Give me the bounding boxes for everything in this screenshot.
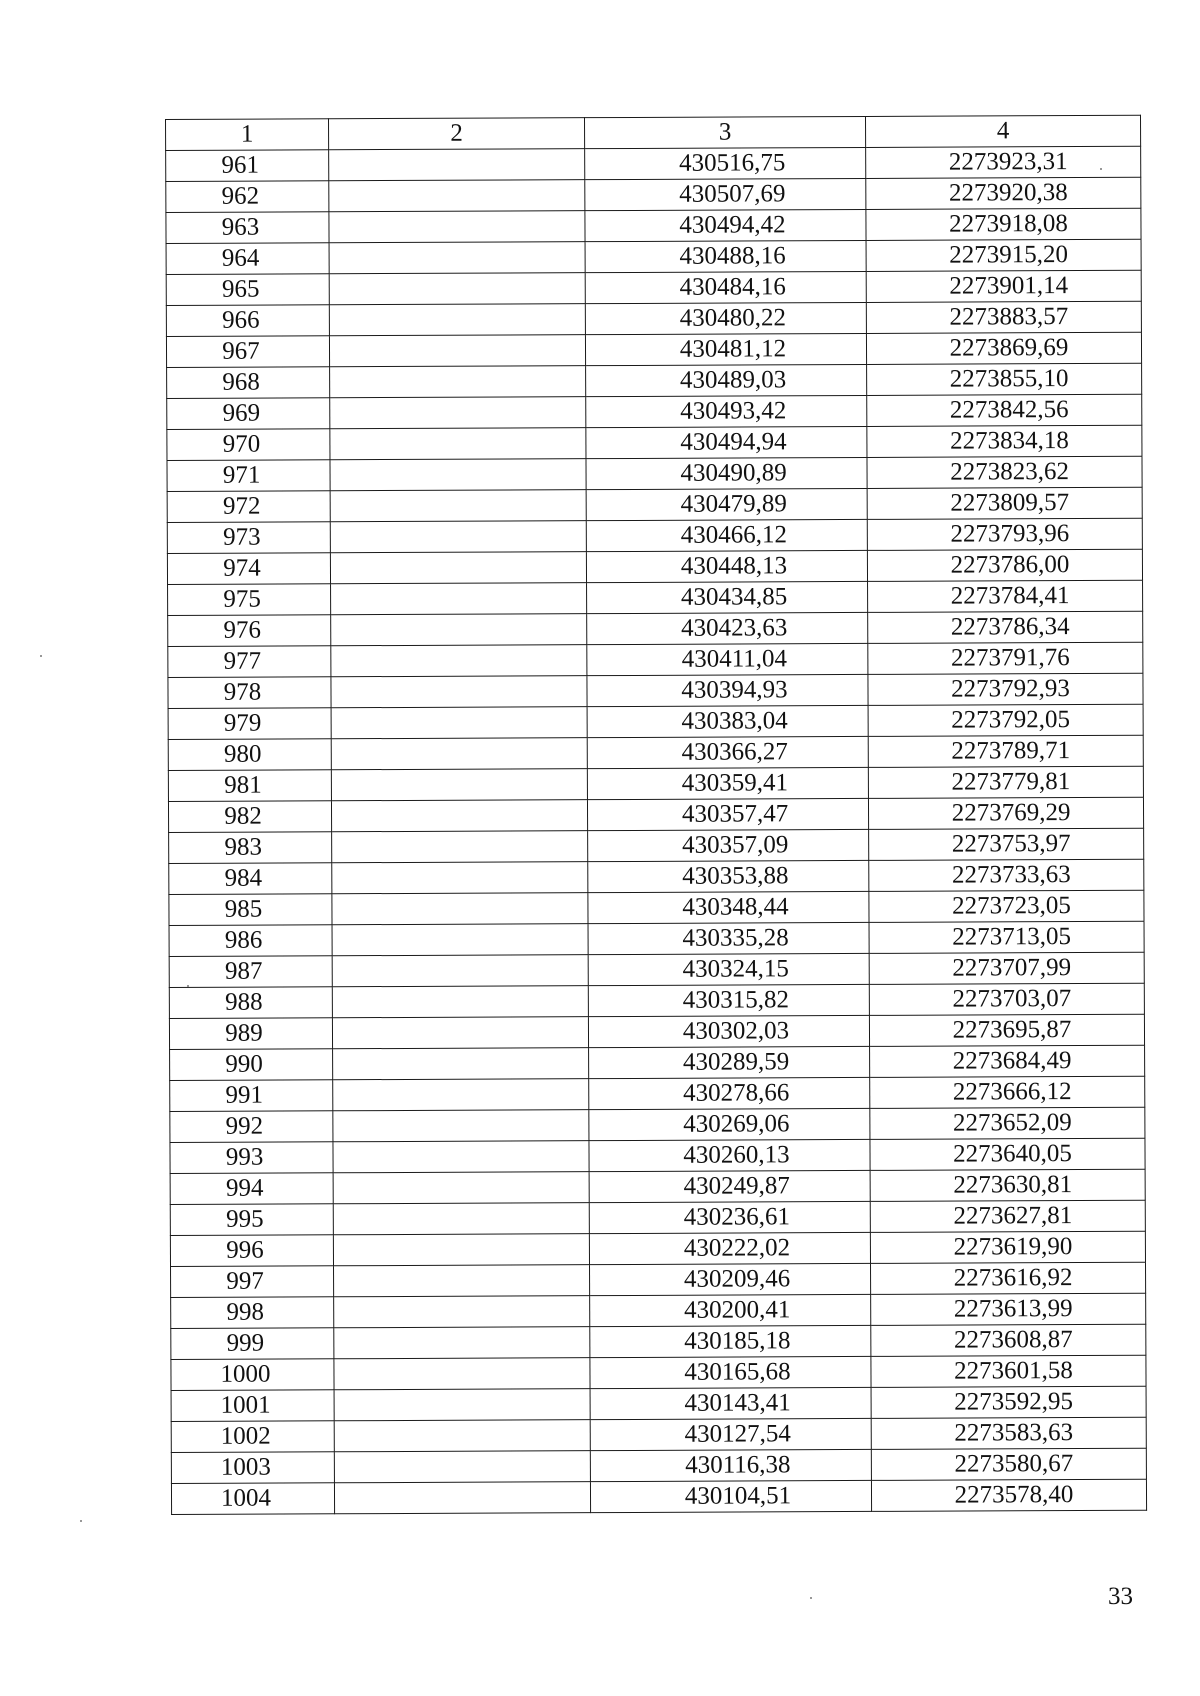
x-coordinate-cell: 430185,18 — [590, 1325, 871, 1357]
y-coordinate-cell: 2273792,05 — [868, 704, 1143, 736]
y-coordinate-cell: 2273695,87 — [869, 1014, 1144, 1046]
scan-speck — [80, 1520, 82, 1522]
name-cell — [331, 645, 587, 677]
name-cell — [334, 1482, 590, 1514]
point-number-cell: 978 — [168, 677, 331, 709]
point-number-cell: 984 — [169, 863, 332, 895]
table-row — [169, 890, 1144, 925]
y-coordinate-cell: 2273627,81 — [870, 1200, 1145, 1232]
x-coordinate-cell: 430494,42 — [585, 209, 866, 241]
scan-speck — [1100, 168, 1102, 170]
y-coordinate-cell: 2273901,14 — [866, 270, 1141, 302]
point-number-cell: 1004 — [171, 1483, 334, 1515]
name-cell — [334, 1265, 590, 1297]
x-coordinate-cell: 430493,42 — [586, 395, 867, 427]
table-row — [166, 301, 1141, 336]
name-cell — [331, 583, 587, 615]
name-cell — [333, 1203, 589, 1235]
y-coordinate-cell: 2273578,40 — [871, 1479, 1146, 1511]
table-row — [167, 394, 1142, 429]
table-row — [168, 642, 1143, 677]
y-coordinate-cell: 2273809,57 — [867, 487, 1142, 519]
point-number-cell: 974 — [167, 553, 330, 585]
x-coordinate-cell: 430489,03 — [586, 364, 867, 396]
y-coordinate-cell: 2273608,87 — [871, 1324, 1146, 1356]
y-coordinate-cell: 2273834,18 — [867, 425, 1142, 457]
name-cell — [334, 1296, 590, 1328]
y-coordinate-cell: 2273842,56 — [867, 394, 1142, 426]
y-coordinate-cell: 2273703,07 — [869, 983, 1144, 1015]
y-coordinate-cell: 2273779,81 — [868, 766, 1143, 798]
point-number-cell: 1003 — [171, 1452, 334, 1484]
point-number-cell: 988 — [169, 987, 332, 1019]
y-coordinate-cell: 2273580,67 — [871, 1448, 1146, 1480]
table-row — [168, 735, 1143, 770]
x-coordinate-cell: 430260,13 — [589, 1139, 870, 1171]
table-row — [166, 177, 1141, 212]
point-number-cell: 962 — [166, 181, 329, 213]
table-row — [168, 580, 1143, 615]
x-coordinate-cell: 430423,63 — [587, 612, 868, 644]
scan-speck — [810, 1597, 812, 1599]
point-number-cell: 983 — [169, 832, 332, 864]
y-coordinate-cell: 2273923,31 — [866, 146, 1141, 178]
point-number-cell: 986 — [169, 925, 332, 957]
point-number-cell: 994 — [170, 1173, 333, 1205]
y-coordinate-cell: 2273793,96 — [867, 518, 1142, 550]
table-row — [170, 1045, 1145, 1080]
point-number-cell: 980 — [168, 739, 331, 771]
name-cell — [332, 831, 588, 863]
page-number: 33 — [1108, 1583, 1133, 1610]
y-coordinate-cell: 2273684,49 — [870, 1045, 1145, 1077]
table-row — [168, 797, 1143, 832]
table-row — [170, 1169, 1145, 1204]
name-cell — [332, 893, 588, 925]
name-cell — [329, 335, 585, 367]
name-cell — [333, 1110, 589, 1142]
point-number-cell: 982 — [168, 801, 331, 833]
y-coordinate-cell: 2273583,63 — [871, 1417, 1146, 1449]
x-coordinate-cell: 430222,02 — [589, 1232, 870, 1264]
y-coordinate-cell: 2273601,58 — [871, 1355, 1146, 1387]
name-cell — [332, 955, 588, 987]
point-number-cell: 972 — [167, 491, 330, 523]
point-number-cell: 992 — [170, 1111, 333, 1143]
table-row — [170, 1076, 1145, 1111]
y-coordinate-cell: 2273883,57 — [866, 301, 1141, 333]
x-coordinate-cell: 430143,41 — [590, 1387, 871, 1419]
name-cell — [331, 769, 587, 801]
table-row — [166, 332, 1141, 367]
x-coordinate-cell: 430516,75 — [585, 147, 866, 179]
x-coordinate-cell: 430434,85 — [587, 581, 868, 613]
point-number-cell: 981 — [168, 770, 331, 802]
table-row — [170, 1107, 1145, 1142]
y-coordinate-cell: 2273713,05 — [869, 921, 1144, 953]
point-number-cell: 999 — [171, 1328, 334, 1360]
x-coordinate-cell: 430335,28 — [588, 922, 869, 954]
point-number-cell: 997 — [171, 1266, 334, 1298]
y-coordinate-cell: 2273753,97 — [869, 828, 1144, 860]
name-cell — [330, 428, 586, 460]
point-number-cell: 967 — [166, 336, 329, 368]
y-coordinate-cell: 2273733,63 — [869, 859, 1144, 891]
name-cell — [329, 149, 585, 181]
x-coordinate-cell: 430165,68 — [590, 1356, 871, 1388]
x-coordinate-cell: 430488,16 — [585, 240, 866, 272]
table-row — [167, 549, 1142, 584]
table-row — [168, 611, 1143, 646]
name-cell — [334, 1451, 590, 1483]
point-number-cell: 985 — [169, 894, 332, 926]
x-coordinate-cell: 430315,82 — [588, 984, 869, 1016]
name-cell — [330, 552, 586, 584]
table-row — [166, 270, 1141, 305]
name-cell — [330, 521, 586, 553]
point-number-cell: 979 — [168, 708, 331, 740]
x-coordinate-cell: 430479,89 — [586, 488, 867, 520]
point-number-cell: 989 — [169, 1018, 332, 1050]
point-number-cell: 1002 — [171, 1421, 334, 1453]
x-coordinate-cell: 430278,66 — [589, 1077, 870, 1109]
point-number-cell: 1001 — [171, 1390, 334, 1422]
y-coordinate-cell: 2273789,71 — [868, 735, 1143, 767]
x-coordinate-cell: 430494,94 — [586, 426, 867, 458]
name-cell — [329, 242, 585, 274]
point-number-cell: 969 — [167, 398, 330, 430]
name-cell — [333, 1172, 589, 1204]
table-row — [167, 456, 1142, 491]
scan-speck — [187, 985, 189, 987]
table-row — [171, 1262, 1146, 1297]
name-cell — [329, 211, 585, 243]
table-row — [171, 1448, 1146, 1483]
name-cell — [329, 180, 585, 212]
column-header-2: 2 — [329, 118, 585, 150]
point-number-cell: 965 — [166, 274, 329, 306]
table-row — [171, 1324, 1146, 1359]
name-cell — [332, 862, 588, 894]
y-coordinate-cell: 2273915,20 — [866, 239, 1141, 271]
y-coordinate-cell: 2273723,05 — [869, 890, 1144, 922]
table-row — [169, 828, 1144, 863]
x-coordinate-cell: 430359,41 — [587, 767, 868, 799]
x-coordinate-cell: 430269,06 — [589, 1108, 870, 1140]
y-coordinate-cell: 2273792,93 — [868, 673, 1143, 705]
point-number-cell: 993 — [170, 1142, 333, 1174]
y-coordinate-cell: 2273791,76 — [868, 642, 1143, 674]
x-coordinate-cell: 430289,59 — [589, 1046, 870, 1078]
x-coordinate-cell: 430200,41 — [590, 1294, 871, 1326]
scan-speck — [40, 655, 42, 657]
name-cell — [333, 1079, 589, 1111]
x-coordinate-cell: 430484,16 — [585, 271, 866, 303]
y-coordinate-cell: 2273666,12 — [870, 1076, 1145, 1108]
table-row — [166, 146, 1141, 181]
table-row — [169, 952, 1144, 987]
x-coordinate-cell: 430324,15 — [588, 953, 869, 985]
point-number-cell: 977 — [168, 646, 331, 678]
table-row — [170, 1200, 1145, 1235]
point-number-cell: 995 — [170, 1204, 333, 1236]
name-cell — [330, 490, 586, 522]
point-number-cell: 971 — [167, 460, 330, 492]
y-coordinate-cell: 2273616,92 — [871, 1262, 1146, 1294]
name-cell — [334, 1389, 590, 1421]
x-coordinate-cell: 430481,12 — [585, 333, 866, 365]
x-coordinate-cell: 430357,47 — [587, 798, 868, 830]
y-coordinate-cell: 2273630,81 — [870, 1169, 1145, 1201]
table-row — [171, 1386, 1146, 1421]
coordinates-table — [165, 115, 1147, 1515]
table-row — [170, 1138, 1145, 1173]
name-cell — [330, 397, 586, 429]
y-coordinate-cell: 2273823,62 — [867, 456, 1142, 488]
point-number-cell: 961 — [166, 150, 329, 182]
name-cell — [332, 986, 588, 1018]
table-row — [166, 239, 1141, 274]
y-coordinate-cell: 2273786,34 — [868, 611, 1143, 643]
point-number-cell: 990 — [170, 1049, 333, 1081]
y-coordinate-cell: 2273640,05 — [870, 1138, 1145, 1170]
point-number-cell: 976 — [168, 615, 331, 647]
table-row — [169, 1014, 1144, 1049]
point-number-cell: 970 — [167, 429, 330, 461]
name-cell — [331, 614, 587, 646]
name-cell — [329, 304, 585, 336]
x-coordinate-cell: 430366,27 — [587, 736, 868, 768]
table-row — [170, 1231, 1145, 1266]
x-coordinate-cell: 430507,69 — [585, 178, 866, 210]
table-row — [171, 1417, 1146, 1452]
point-number-cell: 1000 — [171, 1359, 334, 1391]
x-coordinate-cell: 430249,87 — [589, 1170, 870, 1202]
x-coordinate-cell: 430348,44 — [588, 891, 869, 923]
name-cell — [329, 273, 585, 305]
table-row — [169, 921, 1144, 956]
x-coordinate-cell: 430490,89 — [586, 457, 867, 489]
table-header-row — [166, 115, 1141, 150]
name-cell — [330, 459, 586, 491]
point-number-cell: 973 — [167, 522, 330, 554]
y-coordinate-cell: 2273784,41 — [868, 580, 1143, 612]
x-coordinate-cell: 430302,03 — [588, 1015, 869, 1047]
y-coordinate-cell: 2273707,99 — [869, 952, 1144, 984]
point-number-cell: 991 — [170, 1080, 333, 1112]
x-coordinate-cell: 430383,04 — [587, 705, 868, 737]
table-row — [167, 425, 1142, 460]
table-row — [171, 1479, 1146, 1514]
x-coordinate-cell: 430209,46 — [590, 1263, 871, 1295]
name-cell — [333, 1141, 589, 1173]
x-coordinate-cell: 430353,88 — [588, 860, 869, 892]
y-coordinate-cell: 2273855,10 — [867, 363, 1142, 395]
name-cell — [332, 924, 588, 956]
point-number-cell: 996 — [170, 1235, 333, 1267]
table-row — [168, 766, 1143, 801]
x-coordinate-cell: 430411,04 — [587, 643, 868, 675]
name-cell — [331, 707, 587, 739]
y-coordinate-cell: 2273619,90 — [870, 1231, 1145, 1263]
x-coordinate-cell: 430127,54 — [590, 1418, 871, 1450]
y-coordinate-cell: 2273769,29 — [868, 797, 1143, 829]
y-coordinate-cell: 2273920,38 — [866, 177, 1141, 209]
column-header-1: 1 — [166, 119, 329, 151]
x-coordinate-cell: 430480,22 — [585, 302, 866, 334]
name-cell — [331, 800, 587, 832]
table-row — [167, 363, 1142, 398]
table-row — [166, 208, 1141, 243]
table-row — [169, 983, 1144, 1018]
y-coordinate-cell: 2273652,09 — [870, 1107, 1145, 1139]
name-cell — [334, 1420, 590, 1452]
table-body — [166, 146, 1147, 1514]
point-number-cell: 987 — [169, 956, 332, 988]
x-coordinate-cell: 430394,93 — [587, 674, 868, 706]
column-header-3: 3 — [584, 116, 865, 148]
table-row — [171, 1293, 1146, 1328]
name-cell — [331, 676, 587, 708]
point-number-cell: 975 — [168, 584, 331, 616]
y-coordinate-cell: 2273869,69 — [866, 332, 1141, 364]
point-number-cell: 968 — [167, 367, 330, 399]
x-coordinate-cell: 430104,51 — [590, 1480, 871, 1512]
x-coordinate-cell: 430116,38 — [590, 1449, 871, 1481]
name-cell — [334, 1358, 590, 1390]
name-cell — [333, 1048, 589, 1080]
name-cell — [330, 366, 586, 398]
point-number-cell: 966 — [166, 305, 329, 337]
name-cell — [331, 738, 587, 770]
table-row — [169, 859, 1144, 894]
y-coordinate-cell: 2273786,00 — [867, 549, 1142, 581]
y-coordinate-cell: 2273592,95 — [871, 1386, 1146, 1418]
x-coordinate-cell: 430236,61 — [589, 1201, 870, 1233]
table-row — [168, 704, 1143, 739]
column-header-4: 4 — [865, 115, 1140, 147]
name-cell — [332, 1017, 588, 1049]
y-coordinate-cell: 2273613,99 — [871, 1293, 1146, 1325]
table-row — [167, 487, 1142, 522]
name-cell — [333, 1234, 589, 1266]
x-coordinate-cell: 430357,09 — [588, 829, 869, 861]
table-row — [167, 518, 1142, 553]
y-coordinate-cell: 2273918,08 — [866, 208, 1141, 240]
x-coordinate-cell: 430448,13 — [586, 550, 867, 582]
table-row — [171, 1355, 1146, 1390]
point-number-cell: 998 — [171, 1297, 334, 1329]
name-cell — [334, 1327, 590, 1359]
point-number-cell: 964 — [166, 243, 329, 275]
point-number-cell: 963 — [166, 212, 329, 244]
table-row — [168, 673, 1143, 708]
x-coordinate-cell: 430466,12 — [586, 519, 867, 551]
